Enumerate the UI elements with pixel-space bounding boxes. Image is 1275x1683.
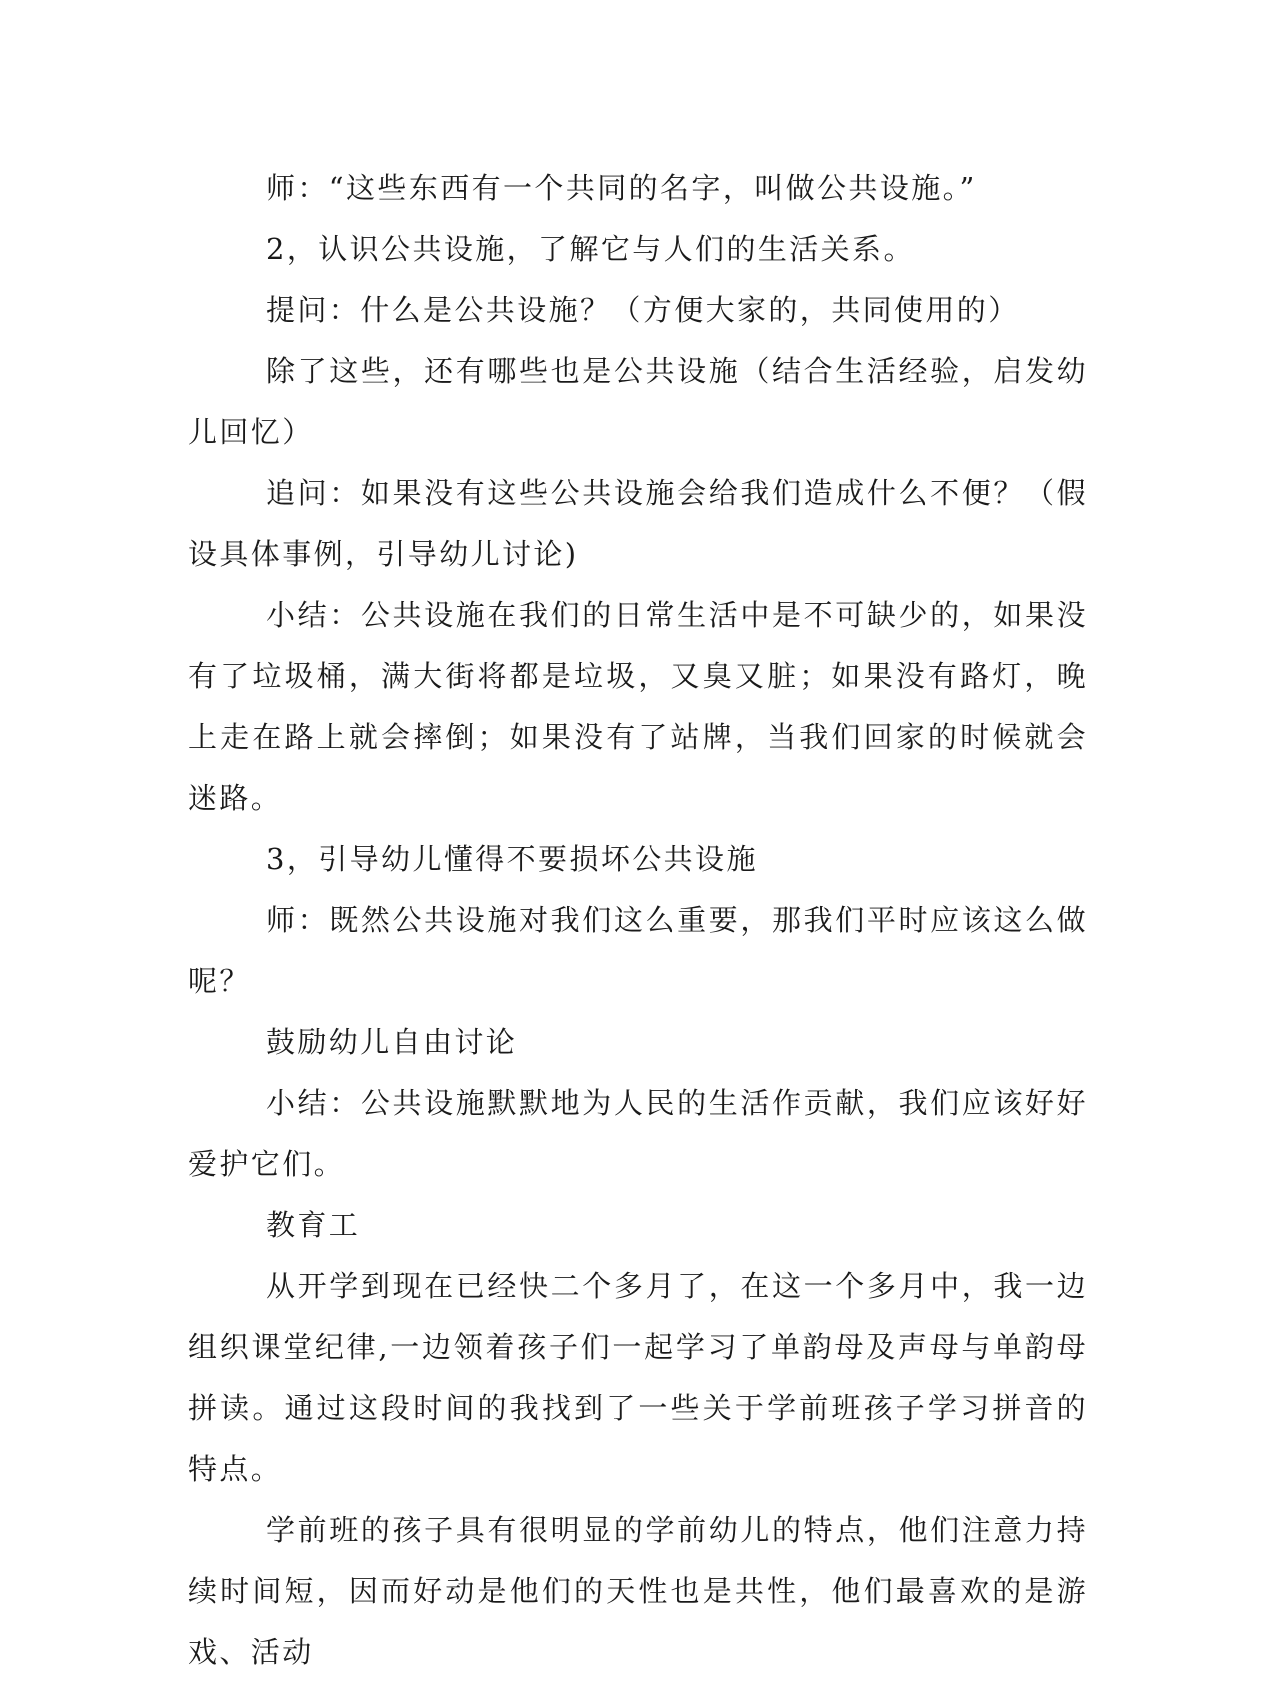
paragraph-preschool-traits: 学前班的孩子具有很明显的学前幼儿的特点，他们注意力持续时间短，因而好动是他们的天性也是共性，他们最喜欢的是游戏、活动 — [188, 1513, 1088, 1669]
paragraph-step-2: 2，认识公共设施，了解它与人们的生活关系。 — [266, 232, 915, 266]
paragraph-discussion: 鼓励幼儿自由讨论 — [266, 1025, 518, 1059]
paragraph-summary-1: 小结：公共设施在我们的日常生活中是不可缺少的，如果没有了垃圾桶，满大街将都是垃圾，又臭又脏；如果没有路灯，晚上走在路上就会摔倒；如果没有了站牌，当我们回家的时候就会迷路。 — [188, 598, 1088, 815]
paragraph-teacher-quote: 师：“这些东西有一个共同的名字，叫做公共设施。” — [266, 171, 977, 205]
paragraph-other-facilities: 除了这些，还有哪些也是公共设施（结合生活经验，启发幼儿回忆） — [188, 354, 1088, 449]
paragraph-follow-up-question: 追问：如果没有这些公共设施会给我们造成什么不便？（假设具体事例，引导幼儿讨论) — [188, 476, 1088, 571]
paragraph-semester-review: 从开学到现在已经快二个多月了，在这一个多月中，我一边组织课堂纪律,一边领着孩子们一起学习了单韵母及声母与单韵母拼读。通过这段时间的我找到了一些关于学前班孩子学习拼音的特点。 — [188, 1269, 1088, 1486]
paragraph-step-3: 3，引导幼儿懂得不要损坏公共设施 — [266, 842, 758, 876]
paragraph-question: 提问：什么是公共设施？（方便大家的，共同使用的） — [266, 293, 1020, 327]
paragraph-summary-2: 小结：公共设施默默地为人民的生活作贡献，我们应该好好爱护它们。 — [188, 1086, 1088, 1181]
document-body — [188, 158, 1088, 1683]
paragraph-section-heading: 教育工 — [266, 1208, 361, 1242]
paragraph-teacher-question: 师：既然公共设施对我们这么重要，那我们平时应该这么做呢？ — [188, 903, 1088, 998]
